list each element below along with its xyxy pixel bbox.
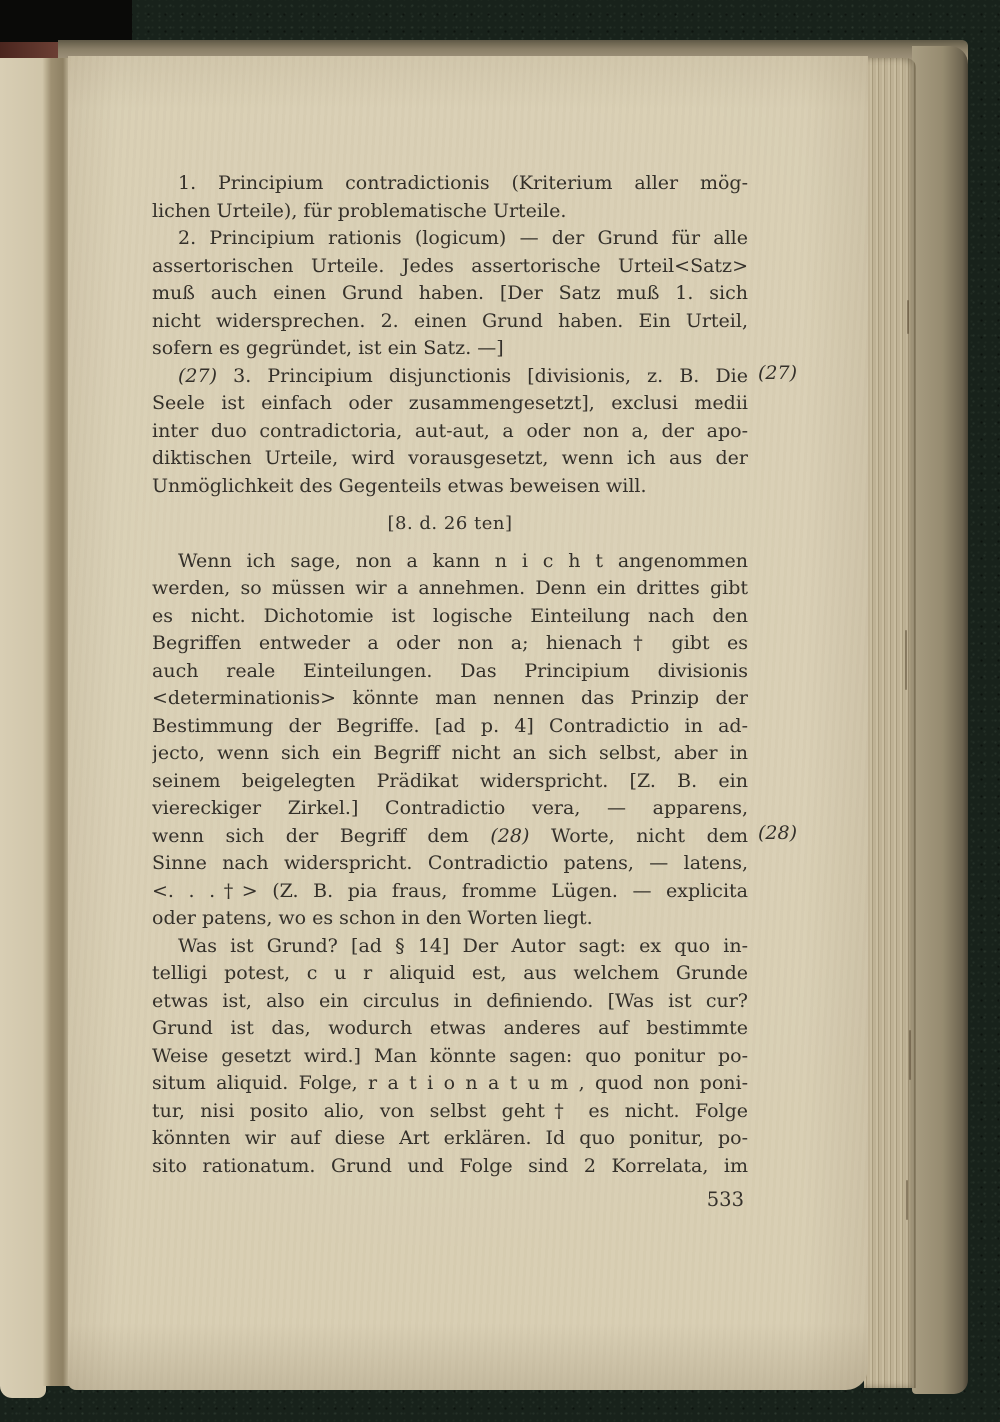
text-span: Worte, nicht dem	[550, 824, 748, 847]
text-line: assertorischen Urteile. Jedes assertorische Urteil<Satz>	[152, 254, 748, 277]
margin-note-28: (28)	[758, 822, 798, 844]
text-line: Sinne nach widerspricht. Contradictio patens, — latens,	[152, 852, 748, 874]
text-line: Grund ist das, wodurch etwas anderes auf bestimmte	[152, 1017, 748, 1039]
fore-edge-mark	[907, 300, 909, 334]
text-line: <. . .†> (Z. B. pia fraus, fromme Lügen. — explicita	[152, 879, 748, 902]
inline-ref-27: (27)	[178, 364, 218, 387]
text-line: Bestimmung der Begriffe. [ad p. 4] Contradictio in ad-	[152, 714, 748, 737]
text-line: situm aliquid. Folge, r a t i o n a t u m , quod non poni-	[152, 1072, 748, 1094]
text-line: telligi potest, c u r aliquid est, aus welchem Grunde	[152, 962, 748, 984]
text-line: inter duo contradictoria, aut-aut, a oder non a, der apo-	[152, 419, 748, 442]
text-line: werden, so müssen wir a annehmen. Denn ein drittes gibt	[152, 577, 748, 599]
margin-note-27: (27)	[758, 362, 798, 384]
text-span: wenn sich der Begriff dem	[152, 824, 469, 847]
section-heading: [8. d. 26 ten]	[387, 513, 513, 534]
fore-edge-mark	[905, 630, 907, 690]
text-line: Begriffen entweder a oder non a; hienach† gibt es	[152, 632, 748, 654]
text-line: <determinationis> könnte man nennen das Prinzip der	[152, 687, 748, 709]
text-line: Was ist Grund? [ad § 14] Der Autor sagt: ex quo in-	[178, 934, 748, 957]
text-line: viereckiger Zirkel.] Contradictio vera, — apparens,	[152, 797, 748, 819]
paragraph-5	[152, 933, 748, 1181]
facing-page-edge	[0, 58, 46, 1398]
text-line: etwas ist, also ein circulus in definiendo. [Was ist cur?	[152, 989, 748, 1012]
text-block	[152, 170, 798, 1214]
text-line: jecto, wenn sich ein Begriff nicht an sich selbst, aber in	[152, 742, 748, 764]
paragraph-2	[152, 225, 748, 363]
fore-edge-mark	[906, 1180, 908, 1220]
page-number: 533	[706, 1188, 744, 1211]
cover-shadow-top-left	[0, 0, 132, 44]
text-line: 1. Principium contradictionis (Kriterium aller mög-	[178, 172, 748, 194]
text-line: 2. Principium rationis (logicum) — der Grund für alle	[178, 227, 748, 249]
page-stack-fore-edge	[864, 58, 916, 1388]
text-line: nicht widersprechen. 2. einen Grund haben. Ein Urteil,	[152, 309, 748, 332]
paragraph-4	[152, 548, 748, 933]
text-line: seinem beigelegten Prädikat widerspricht. [Z. B. ein	[152, 769, 748, 792]
text-line: muß auch einen Grund haben. [Der Satz muß 1. sich	[152, 282, 748, 304]
text-line: es nicht. Dichotomie ist logische Einteilung nach den	[152, 604, 748, 627]
text-line: Wenn ich sage, non a kann n i c h t angenommen	[178, 549, 748, 572]
paragraph-3	[152, 363, 748, 501]
text-line: Seele ist einfach oder zusammengesetzt], exclusi medii	[152, 392, 748, 414]
text-line	[152, 363, 748, 391]
text-line: auch reale Einteilungen. Das Principium divisionis	[152, 659, 748, 682]
text-line: Weise gesetzt wird.] Man könnte sagen: quo ponitur po-	[152, 1044, 748, 1067]
text-line: tur, nisi posito alio, von selbst geht† es nicht. Folge	[152, 1099, 748, 1122]
text-span: 3. Principium disjunctionis [divisionis, z. B. Die	[233, 364, 748, 387]
text-line: oder patens, wo es schon in den Worten liegt.	[152, 907, 593, 929]
inline-ref-28: (28)	[490, 824, 530, 847]
text-line: sito rationatum. Grund und Folge sind 2 Korrelata, im	[152, 1154, 748, 1177]
text-line: Unmöglichkeit des Gegenteils etwas beweisen will.	[152, 474, 647, 497]
text-line: diktischen Urteile, wird vorausgesetzt, wenn ich aus der	[152, 447, 748, 469]
text-line: könnten wir auf diese Art erklären. Id quo ponitur, po-	[152, 1127, 748, 1149]
paragraph-1	[152, 170, 748, 225]
fore-edge-mark	[909, 1030, 911, 1080]
text-line: lichen Urteile), für problematische Urteile.	[152, 199, 567, 222]
text-line: sofern es gegründet, ist ein Satz. —]	[152, 337, 504, 359]
cover-fore-edge	[912, 46, 968, 1394]
text-line	[152, 823, 748, 851]
